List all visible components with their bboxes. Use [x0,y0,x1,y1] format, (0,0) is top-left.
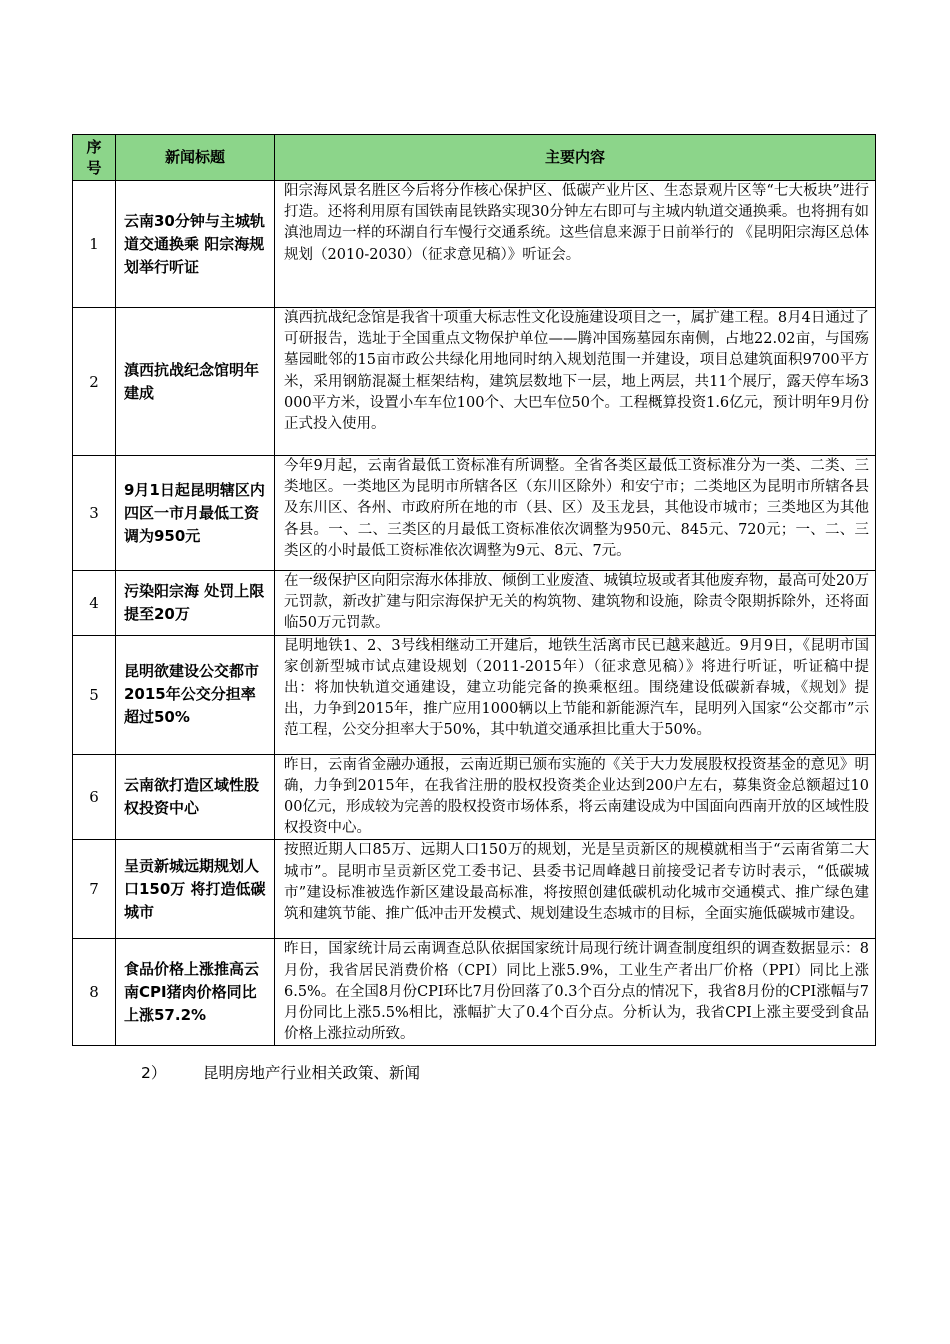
row-number: 3 [73,456,116,571]
row-number: 2 [73,308,116,456]
news-title: 云南欲打造区域性股权投资中心 [116,754,275,840]
row-number: 4 [73,571,116,636]
news-title: 食品价格上涨推高云南CPI猪肉价格同比上涨57.2% [116,939,275,1046]
section-number: 2） [141,1064,167,1082]
row-number: 5 [73,635,116,754]
news-content: 在一级保护区向阳宗海水体排放、倾倒工业废渣、城镇垃圾或者其他废弃物，最高可处20万元罚款，新改扩建与阳宗海保护无关的构筑物、建筑物和设施，除责令限期拆除外，还将面临50万元罚款。 [275,571,876,636]
row-number: 1 [73,181,116,308]
table-row [73,754,876,840]
row-number: 6 [73,754,116,840]
table-row [73,308,876,456]
section-title: 昆明房地产行业相关政策、新闻 [203,1064,421,1082]
news-content: 按照近期人口85万、远期人口150万的规划，光是呈贡新区的规模就相当于“云南省第二大城市”。昆明市呈贡新区党工委书记、县委书记周峰越日前接受记者专访时表示，“低碳城市”建设标准被选作新区建设最高标准，将按照创建低碳机动化城市交通模式、推广绿色建筑和建筑节能、推广低冲击开发模式、规划建设生态城市的目标，全面实施低碳城市建设。 [275,840,876,939]
news-content: 昨日，云南省金融办通报，云南近期已颁布实施的《关于大力发展股权投资基金的意见》明确，力争到2015年，在我省注册的股权投资类企业达到200户左右，募集资金总额超过1000亿元，形成较为完善的股权投资市场体系，将云南建设成为中国面向西南开放的区域性股权投资中心。 [275,754,876,840]
news-content: 昨日，国家统计局云南调查总队依据国家统计局现行统计调查制度组织的调查数据显示：8月份，我省居民消费价格（CPI）同比上涨5.9%，工业生产者出厂价格（PPI）同比上涨 6.5%。在全国8月份CPI环比7月份回落了0.3个百分点的情况下，我省8月份的CPI涨幅与7月份同比上涨5.5%相比，涨幅扩大了0.4个百分点。分析认为，我省CPI上涨主要受到食品价格上涨拉动所致。 [275,939,876,1046]
header-no: 序号 [73,135,116,181]
table-row [73,456,876,571]
news-title: 云南30分钟与主城轨道交通换乘 阳宗海规划举行听证 [116,181,275,308]
table-row [73,939,876,1046]
table-row [73,840,876,939]
news-title: 滇西抗战纪念馆明年建成 [116,308,275,456]
table-row [73,571,876,636]
header-content: 主要内容 [275,135,876,181]
row-number: 7 [73,840,116,939]
news-title: 呈贡新城远期规划人口150万 将打造低碳城市 [116,840,275,939]
news-title: 昆明欲建设公交都市 2015年公交分担率超过50% [116,635,275,754]
news-content: 昆明地铁1、2、3号线相继动工开建后，地铁生活离市民已越来越近。9月9日，《昆明市国家创新型城市试点建设规划（2011-2015年）（征求意见稿）》将进行听证，听证稿中提出：将加快轨道交通建设，建立功能完备的换乘枢纽。围绕建设低碳新春城，《规划》提出，力争到2015年，推广应用1000辆以上节能和新能源汽车，昆明列入国家“公交都市”示范工程，公交分担率大于50%，其中轨道交通承担比重大于50%。 [275,635,876,754]
news-content: 阳宗海风景名胜区今后将分作核心保护区、低碳产业片区、生态景观片区等“七大板块”进行打造。还将利用原有国铁南昆铁路实现30分钟左右即可与主城内轨道交通换乘。也将拥有如滇池周边一样的环湖自行车慢行交通系统。这些信息来源于日前举行的 《昆明阳宗海区总体规划（2010-2030）（征求意见稿）》听证会。 [275,181,876,308]
news-title: 污染阳宗海 处罚上限提至20万 [116,571,275,636]
section-heading [141,1061,420,1083]
table-row [73,181,876,308]
header-title: 新闻标题 [116,135,275,181]
news-table [72,134,876,1046]
news-content: 今年9月起，云南省最低工资标准有所调整。全省各类区最低工资标准分为一类、二类、三类地区。一类地区为昆明市所辖各区（东川区除外）和安宁市；二类地区为昆明市所辖各县及东川区、各州、市政府所在地的市（县、区）及玉龙县，其他设市城市；三类地区为其他各县。一、二、三类区的月最低工资标准依次调整为950元、845元、720元；一、二、三类区的小时最低工资标准依次调整为9元、8元、7元。 [275,456,876,571]
row-number: 8 [73,939,116,1046]
table-header-row [73,135,876,181]
news-title: 9月1日起昆明辖区内四区一市月最低工资调为950元 [116,456,275,571]
table-row [73,635,876,754]
news-content: 滇西抗战纪念馆是我省十项重大标志性文化设施建设项目之一，属扩建工程。8月4日通过了可研报告，选址于全国重点文物保护单位——腾冲国殇墓园东南侧，占地22.02亩，与国殇墓园毗邻的15亩市政公共绿化用地同时纳入规划范围一并建设，项目总建筑面积9700平方米，采用钢筋混凝土框架结构，建筑层数地下一层，地上两层，共11个展厅，露天停车场3000平方米，设置小车车位100个、大巴车位50个。工程概算投资1.6亿元，预计明年9月份正式投入使用。 [275,308,876,456]
